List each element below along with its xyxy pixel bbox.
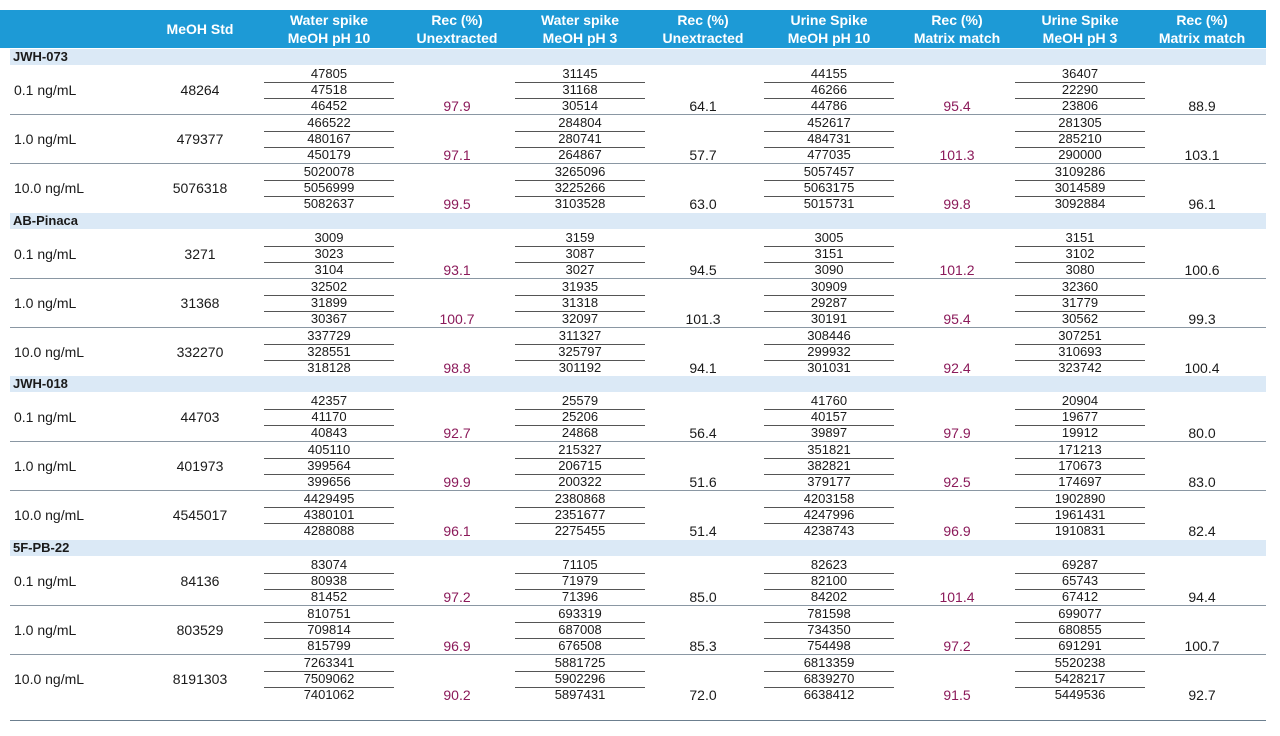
recovery-percent: 92.7 [443,425,471,441]
replicate-value: 6839270 [803,671,855,686]
recovery-percent: 92.5 [943,474,971,490]
recovery-percent: 85.0 [689,589,717,605]
replicate-value: 328551 [307,344,351,359]
replicate-value: 3087 [565,246,595,261]
header-col-5: Urine Spike MeOH pH 10 [787,12,871,46]
section-header: AB-Pinaca [10,213,1266,229]
row-label: 1.0 ng/mL [14,295,77,311]
recovery-percent: 82.4 [1188,523,1216,539]
replicate-value: 47518 [310,82,348,97]
replicate-value: 307251 [1058,328,1102,343]
replicate-value: 170673 [1058,458,1102,473]
recovery-percent: 80.0 [1188,425,1216,441]
replicate-value: 379177 [807,474,851,489]
replicate-value: 82623 [810,557,848,572]
replicate-value: 5020078 [303,164,355,179]
table-bottom-rule [10,720,1266,721]
replicate-value: 32360 [1061,279,1099,294]
replicate-value: 71105 [562,557,598,572]
recovery-percent: 97.2 [443,589,471,605]
replicate-value: 3005 [814,230,844,245]
replicate-value: 30562 [1061,311,1099,326]
meoh-std-value: 31368 [180,295,220,311]
recovery-percent: 97.9 [443,98,471,114]
replicate-value: 3159 [565,230,595,245]
replicate-value: 20904 [1061,393,1099,408]
replicate-value: 25206 [561,409,599,424]
replicate-value: 676508 [558,638,602,653]
recovery-percent: 72.0 [689,687,717,703]
replicate-value: 65743 [1061,573,1099,588]
replicate-value: 4288088 [303,523,355,538]
replicate-value: 466522 [307,115,351,130]
recovery-percent: 96.9 [443,638,471,654]
replicate-value: 36407 [1061,66,1099,81]
section-header: 5F-PB-22 [10,540,1266,556]
replicate-value: 31318 [561,295,599,310]
replicate-value: 4429495 [303,491,355,506]
replicate-value: 399656 [307,474,351,489]
replicate-value: 44786 [810,98,848,113]
replicate-value: 30514 [561,98,599,113]
replicate-value: 318128 [307,360,351,375]
recovery-percent: 101.4 [939,589,975,605]
replicate-value: 7263341 [303,655,355,670]
recovery-percent: 98.8 [443,360,471,376]
replicate-value: 290000 [1058,147,1102,162]
replicate-value: 3103528 [554,196,606,211]
section-header: JWH-018 [10,376,1266,392]
meoh-std-value: 84136 [180,573,220,589]
replicate-value: 5057457 [803,164,855,179]
recovery-percent: 57.7 [689,147,717,163]
replicate-value: 6813359 [803,655,855,670]
replicate-value: 405110 [307,442,351,457]
replicate-value: 25579 [561,393,599,408]
replicate-value: 323742 [1058,360,1102,375]
replicate-value: 71396 [561,589,599,604]
row-label: 10.0 ng/mL [14,180,85,196]
replicate-value: 754498 [807,638,851,653]
replicate-value: 709814 [307,622,351,637]
replicate-value: 3109286 [1054,164,1106,179]
replicate-value: 3092884 [1054,196,1106,211]
replicate-value: 5520238 [1054,655,1106,670]
replicate-value: 5015731 [803,196,855,211]
replicate-value: 81452 [310,589,348,604]
recovery-percent: 85.3 [689,638,717,654]
meoh-std-value: 44703 [180,409,220,425]
replicate-value: 337729 [307,328,351,343]
meoh-std-value: 332270 [176,344,224,360]
replicate-value: 1910831 [1054,523,1106,538]
recovery-percent: 96.9 [943,523,971,539]
replicate-value: 19912 [1061,425,1099,440]
replicate-value: 19677 [1061,409,1099,424]
row-label: 0.1 ng/mL [14,82,77,98]
meoh-std-value: 5076318 [172,180,228,196]
row-label: 0.1 ng/mL [14,409,77,425]
replicate-value: 301031 [807,360,851,375]
replicate-value: 699077 [1058,606,1102,621]
recovery-percent: 100.6 [1184,262,1220,278]
replicate-value: 41760 [810,393,848,408]
replicate-value: 285210 [1058,131,1102,146]
recovery-percent: 94.1 [689,360,717,376]
recovery-percent: 94.5 [689,262,717,278]
replicate-value: 325797 [558,344,602,359]
replicate-value: 691291 [1058,638,1102,653]
replicate-value: 67412 [1061,589,1099,604]
recovery-percent: 56.4 [689,425,717,441]
replicate-value: 24868 [561,425,599,440]
replicate-value: 284804 [558,115,602,130]
replicate-value: 399564 [307,458,351,473]
replicate-value: 351821 [807,442,851,457]
replicate-value: 3027 [565,262,595,277]
recovery-percent: 101.3 [685,311,721,327]
replicate-value: 71979 [561,573,599,588]
header-col-6: Rec (%) Matrix match [913,12,1001,46]
replicate-value: 32502 [310,279,348,294]
header-col-7: Urine Spike MeOH pH 3 [1041,12,1119,46]
replicate-value: 5449536 [1054,687,1106,702]
meoh-std-value: 8191303 [172,671,228,687]
replicate-value: 5897431 [554,687,606,702]
recovery-percent: 94.4 [1188,589,1216,605]
recovery-percent: 88.9 [1188,98,1216,114]
recovery-percent: 64.1 [689,98,717,114]
replicate-value: 5063175 [803,180,855,195]
replicate-value: 31145 [562,66,598,81]
header-col-8: Rec (%) Matrix match [1158,12,1246,46]
row-label: 1.0 ng/mL [14,622,77,638]
replicate-value: 477035 [807,147,851,162]
recovery-percent: 100.7 [439,311,475,327]
recovery-percent: 97.2 [943,638,971,654]
replicate-value: 3090 [814,262,844,277]
replicate-value: 281305 [1058,115,1102,130]
meoh-std-value: 4545017 [172,507,228,523]
header-meoh-std: MeOH Std [166,21,234,37]
recovery-percent: 101.2 [939,262,975,278]
recovery-percent: 97.1 [443,147,471,163]
replicate-value: 31779 [1061,295,1099,310]
recovery-percent: 93.1 [443,262,471,278]
replicate-value: 44155 [810,66,848,81]
replicate-value: 687008 [558,622,602,637]
replicate-value: 693319 [558,606,602,621]
recovery-percent: 96.1 [443,523,471,539]
section-header: JWH-073 [10,49,1266,65]
replicate-value: 7401062 [303,687,355,702]
recovery-percent: 100.4 [1184,360,1220,376]
row-label: 1.0 ng/mL [14,458,77,474]
replicate-value: 3151 [1065,230,1095,245]
replicate-value: 3023 [314,246,344,261]
replicate-value: 3225266 [554,180,606,195]
replicate-value: 31168 [562,82,598,97]
replicate-value: 41170 [311,409,347,424]
replicate-value: 2380868 [554,491,606,506]
recovery-percent: 95.4 [943,98,971,114]
replicate-value: 1961431 [1054,507,1106,522]
replicate-value: 206715 [558,458,602,473]
replicate-value: 40157 [810,409,848,424]
replicate-value: 382821 [807,458,851,473]
meoh-std-value: 401973 [176,458,224,474]
header-col-1: Water spike MeOH pH 10 [287,12,371,46]
replicate-value: 3151 [814,246,844,261]
replicate-value: 264867 [558,147,602,162]
header-col-2: Rec (%) Unextracted [416,12,498,46]
row-label: 10.0 ng/mL [14,507,85,523]
replicate-value: 680855 [1058,622,1102,637]
replicate-value: 174697 [1058,474,1102,489]
replicate-value: 3265096 [554,164,606,179]
replicate-value: 480167 [307,131,351,146]
replicate-value: 32097 [561,311,599,326]
replicate-value: 311327 [558,328,602,343]
recovery-percent: 101.3 [939,147,975,163]
recovery-percent: 92.4 [943,360,971,376]
replicate-value: 42357 [310,393,348,408]
recovery-percent: 92.7 [1188,687,1216,703]
replicate-value: 30909 [810,279,848,294]
recovery-percent: 51.6 [689,474,717,490]
replicate-value: 5902296 [554,671,606,686]
recovery-percent: 63.0 [689,196,717,212]
replicate-value: 30367 [310,311,348,326]
replicate-value: 3080 [1065,262,1095,277]
replicate-value: 5082637 [303,196,355,211]
replicate-value: 200322 [558,474,602,489]
recovery-percent: 83.0 [1188,474,1216,490]
recovery-percent: 97.9 [943,425,971,441]
row-label: 0.1 ng/mL [14,246,77,262]
meoh-std-value: 3271 [184,246,216,262]
replicate-value: 31899 [310,295,348,310]
replicate-value: 4247996 [803,507,855,522]
replicate-value: 5056999 [303,180,355,195]
meoh-std-value: 48264 [180,82,220,98]
replicate-value: 4238743 [803,523,855,538]
replicate-value: 2275455 [554,523,606,538]
replicate-value: 46452 [310,98,348,113]
recovery-percent: 99.8 [943,196,971,212]
replicate-value: 3014589 [1054,180,1106,195]
replicate-value: 80938 [310,573,348,588]
replicate-value: 301192 [558,360,602,375]
replicate-value: 29287 [810,295,848,310]
replicate-value: 83074 [310,557,348,572]
recovery-percent: 99.3 [1188,311,1216,327]
row-label: 10.0 ng/mL [14,344,85,360]
row-label: 0.1 ng/mL [14,573,77,589]
recovery-percent: 99.5 [443,196,471,212]
recovery-percent: 91.5 [943,687,971,703]
replicate-value: 69287 [1061,557,1099,572]
replicate-value: 30191 [810,311,848,326]
replicate-value: 3009 [314,230,344,245]
replicate-value: 31935 [561,279,599,294]
replicate-value: 280741 [558,131,602,146]
replicate-value: 215327 [558,442,602,457]
replicate-value: 4380101 [303,507,355,522]
replicate-value: 47805 [310,66,348,81]
row-label: 1.0 ng/mL [14,131,77,147]
recovery-percent: 90.2 [443,687,471,703]
replicate-value: 5428217 [1054,671,1106,686]
replicate-value: 3102 [1065,246,1095,261]
replicate-value: 6638412 [803,687,855,702]
replicate-value: 40843 [310,425,348,440]
recovery-percent: 99.9 [443,474,471,490]
meoh-std-value: 479377 [176,131,224,147]
recovery-percent: 100.7 [1184,638,1220,654]
replicate-value: 171213 [1058,442,1102,457]
replicate-value: 452617 [807,115,851,130]
replicate-value: 310693 [1058,344,1102,359]
header-col-4: Rec (%) Unextracted [662,12,744,46]
header-col-3: Water spike MeOH pH 3 [540,12,620,46]
replicate-value: 82100 [810,573,848,588]
replicate-value: 781598 [807,606,851,621]
replicate-value: 84202 [810,589,848,604]
recovery-percent: 95.4 [943,311,971,327]
replicate-value: 46266 [810,82,848,97]
replicate-value: 22290 [1061,82,1099,97]
replicate-value: 815799 [307,638,351,653]
replicate-value: 1902890 [1054,491,1106,506]
recovery-percent: 103.1 [1184,147,1220,163]
replicate-value: 734350 [807,622,851,637]
recovery-percent: 51.4 [689,523,717,539]
replicate-value: 7509062 [303,671,355,686]
replicate-value: 4203158 [803,491,855,506]
row-label: 10.0 ng/mL [14,671,85,687]
recovery-percent: 96.1 [1188,196,1216,212]
replicate-value: 39897 [810,425,848,440]
replicate-value: 450179 [307,147,351,162]
replicate-value: 2351677 [554,507,606,522]
replicate-value: 299932 [807,344,851,359]
replicate-value: 810751 [307,606,351,621]
replicate-value: 308446 [807,328,851,343]
replicate-value: 3104 [314,262,344,277]
meoh-std-value: 803529 [176,622,224,638]
replicate-value: 5881725 [554,655,606,670]
replicate-value: 484731 [807,131,851,146]
replicate-value: 23806 [1061,98,1099,113]
